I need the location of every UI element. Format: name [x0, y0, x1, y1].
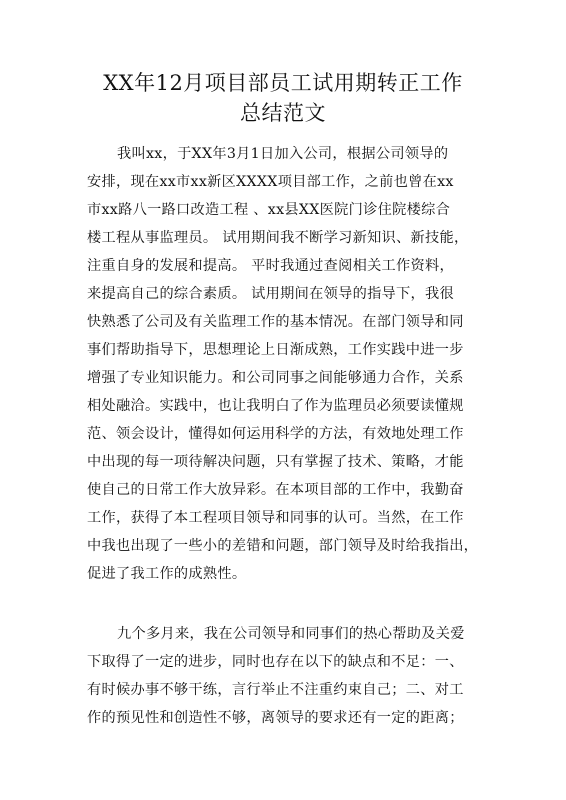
document-title-line-1: XX年12月项目部员工试用期转正工作 — [103, 71, 463, 95]
paragraph-1-line: 快熟悉了公司及有关监理工作的基本情况。在部门领导和同 — [87, 314, 464, 330]
paragraph-1-line: 使自己的日常工作大放异彩。在本项目部的工作中，我勤奋 — [87, 482, 464, 498]
paragraph-2-line: 有时候办事不够干练，言行举止不注重约束自己；二、对工 — [87, 682, 464, 698]
paragraph-1-line: 事们帮助指导下，思想理论上日渐成熟，工作实践中进一步 — [87, 342, 464, 358]
paragraph-1-line: 安排，现在xx市xx新区XXXX项目部工作，之前也曾在xx — [87, 174, 454, 190]
paragraph-1-line: 来提高自己的综合素质。 试用期间在领导的指导下，我很 — [87, 286, 454, 302]
paragraph-1-line: 楼工程从事监理员。 试用期间我不断学习新知识、新技能， — [87, 230, 469, 246]
paragraph-1-line: 增强了专业知识能力。和公司同事之间能够通力合作，关系 — [87, 370, 464, 386]
paragraph-1-line: 促进了我工作的成熟性。 — [87, 566, 247, 582]
paragraph-1-line: 市xx路八一路口改造工程 、xx县XX医院门诊住院楼综合 — [87, 202, 451, 218]
paragraph-2-line: 作的预见性和创造性不够，离领导的要求还有一定的距离； — [87, 710, 464, 726]
paragraph-1-line: 中我也出现了一些小的差错和问题，部门领导及时给我指出， — [87, 538, 479, 554]
paragraph-2-line: 下取得了一定的进步，同时也存在以下的缺点和不足：一、 — [87, 654, 464, 670]
paragraph-1-line: 注重自身的发展和提高。 平时我通过查阅相关工作资料， — [87, 258, 454, 274]
paragraph-1-line: 我叫xx，于XX年3月1日加入公司，根据公司领导的 — [117, 146, 449, 162]
paragraph-1-line: 范、领会设计，懂得如何运用科学的方法，有效地处理工作 — [87, 426, 464, 442]
paragraph-1-line: 中出现的每一项待解决问题，只有掌握了技术、策略，才能 — [87, 454, 464, 470]
paragraph-2-line: 九个多月来，我在公司领导和同事们的热心帮助及关爱 — [117, 626, 465, 642]
paragraph-1-line: 工作，获得了本工程项目领导和同事的认可。当然，在工作 — [87, 510, 464, 526]
document-title-line-2: 总结范文 — [240, 101, 326, 125]
paragraph-1-line: 相处融洽。实践中，也让我明白了作为监理员必须要读懂规 — [87, 398, 464, 414]
